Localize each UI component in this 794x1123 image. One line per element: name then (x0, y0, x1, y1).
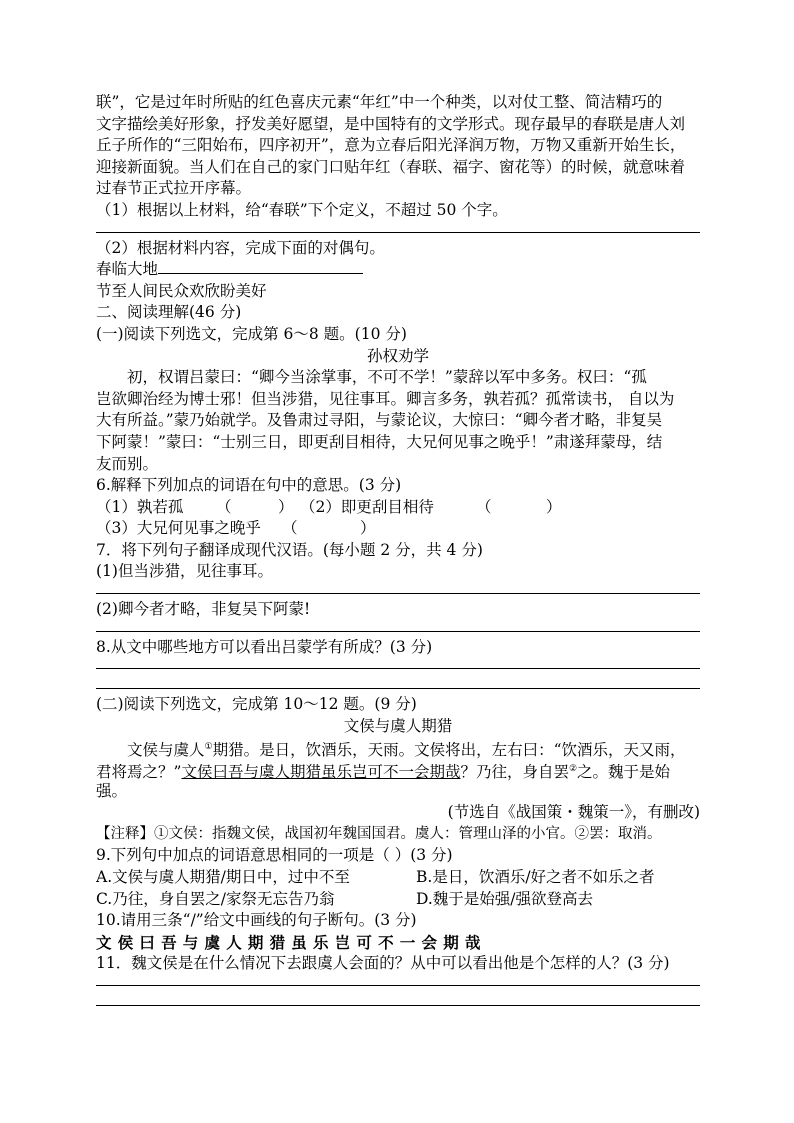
q6-item-2: （2）即更刮目相待 (300, 497, 434, 516)
text-line: 大有所益。”蒙乃始就学。及鲁肃过寻阳，与蒙论议，大惊曰：“卿今者才略，非复吴 (96, 411, 663, 430)
paren-close: ） (546, 497, 562, 516)
text-line: 强。 (96, 781, 128, 800)
paren-open: （ (282, 519, 298, 538)
question-6: 6.解释下列加点的词语在句中的意思。(3 分) (96, 476, 402, 495)
article2-text (96, 737, 700, 802)
q6-row-2 (96, 518, 700, 540)
text-line: 友而别。 (96, 454, 159, 473)
couplet-a-text: 春临大地 (96, 260, 159, 279)
q6-item-3: （3）大兄何见事之晚乎 (96, 519, 261, 538)
question-10: 10.请用三条“/”给文中画线的句子断句。(3 分) (96, 911, 417, 930)
couplet-line-a (96, 259, 700, 281)
text-line: 下阿蒙！”蒙曰：“士别三日，即更刮目相待，大兄何见事之晚乎！”肃遂拜蒙母，结 (96, 432, 663, 451)
part1-header: (一)阅读下列选文，完成第 6～8 题。(10 分) (96, 324, 407, 343)
answer-line[interactable] (96, 1005, 700, 1006)
paren-open: （ (216, 497, 232, 516)
article-title: 孙权劝学 (366, 346, 429, 365)
couplet-line-b: 节至人间民众欢欣盼美好 (96, 281, 267, 300)
question-8: 8.从文中哪些地方可以看出吕蒙学有所成？(3 分) (96, 637, 433, 656)
question-2: （2）根据材料内容，完成下面的对偶句。 (96, 238, 385, 257)
source-note: (节选自《战国策・魏策一》，有删改) (447, 803, 700, 822)
text-line (96, 759, 700, 781)
text-segment: 君将焉之？” (96, 763, 182, 781)
text-line: 丘子所作的“三阳始布，四序初开”，意为立春后阳光泽润万物，万物又重新开始生长， (96, 136, 686, 155)
question-7: 7．将下列句子翻译成现代汉语。(每小题 2 分，共 4 分) (96, 540, 483, 559)
underlined-sentence: 文侯曰吾与虞人期猎虽乐岂可不一会期哉 (181, 763, 461, 781)
text-line: 文字描绘美好形象，抒发美好愿望，是中国特有的文学形式。现存最早的春联是唐人刘 (96, 114, 686, 133)
question-7-1: (1)但当涉猎，见往事耳。 (96, 562, 273, 581)
text-line: 初，权谓吕蒙曰：“卿今当涂掌事，不可不学！”蒙辞以军中多务。权曰：“孤 (127, 368, 647, 387)
couplet-blank[interactable] (158, 259, 363, 274)
question-7-2: (2)卿今者才略，非复吴下阿蒙! (96, 600, 311, 619)
paren-close: ） (278, 497, 294, 516)
text-line (96, 737, 700, 759)
option-c[interactable]: C.乃往，身自罢之/家祭无忘告乃翁 (96, 889, 335, 908)
text-line: 迎接新面貌。当人们在自己的家门口贴年红（春联、福字、窗花等）的时候，就意味着 (96, 157, 686, 176)
option-d[interactable]: D.魏于是始强/强欲登高去 (416, 889, 594, 908)
q6-row-1 (96, 497, 700, 519)
text-segment: 期猎。是日，饮酒乐，天雨。文侯将出，左右曰：“饮酒乐，天又雨， (212, 741, 686, 760)
paren-open: （ (476, 497, 492, 516)
text-line: 岂欲卿治经为博士邪！但当涉猎，见往事耳。卿言多务，孰若孤？孤常读书， 自以为 (96, 389, 675, 408)
sentence-to-punctuate: 文侯曰吾与虞人期猎虽乐岂可不一会期哉 (96, 932, 487, 952)
q6-item-1: （1）孰若孤 (96, 497, 184, 516)
exam-page (96, 92, 700, 1006)
text-segment: 之。魏于是始 (577, 763, 671, 781)
text-line: 过春节正式拉开序幕。 (96, 179, 252, 198)
article-title: 文侯与虞人期猎 (343, 716, 453, 735)
part2-header: (二)阅读下列选文，完成第 10～12 题。(9 分) (96, 695, 417, 714)
question-1: （1）根据以上材料，给“春联”下个定义，不超过 50 个字。 (96, 200, 508, 219)
article-text (96, 367, 700, 475)
annotation-note: 【注释】①文侯：指魏文侯，战国初年魏国国君。虞人：管理山泽的小官。②罢：取消。 (96, 825, 662, 842)
option-b[interactable]: B.是日，饮酒乐/好之者不如乐之者 (416, 868, 655, 886)
text-segment: 文侯与虞人 (127, 741, 205, 760)
section-title: 二、阅读理解(46 分) (96, 303, 242, 322)
paren-close: ） (360, 519, 376, 538)
intro-paragraph (96, 92, 700, 200)
text-segment: ？乃往，身自罢 (460, 763, 569, 781)
q9-options-row-2 (96, 889, 700, 911)
text-line: 联”，它是过年时所贴的红色喜庆元素“年红”中一个种类，以对仗工整、简洁精巧的 (96, 93, 663, 111)
q9-options-row-1 (96, 867, 700, 889)
question-9: 9.下列句中加点的词语意思相同的一项是（ ）(3 分) (96, 846, 453, 865)
question-11: 11．魏文侯是在什么情况下去跟虞人会面的？从中可以看出他是个怎样的人？(3 分) (96, 954, 670, 973)
footnote-mark: ① (204, 742, 213, 753)
option-a[interactable]: A.文侯与虞人期猎/期日中，过中不至 (96, 868, 350, 886)
footnote-mark: ② (568, 764, 578, 775)
